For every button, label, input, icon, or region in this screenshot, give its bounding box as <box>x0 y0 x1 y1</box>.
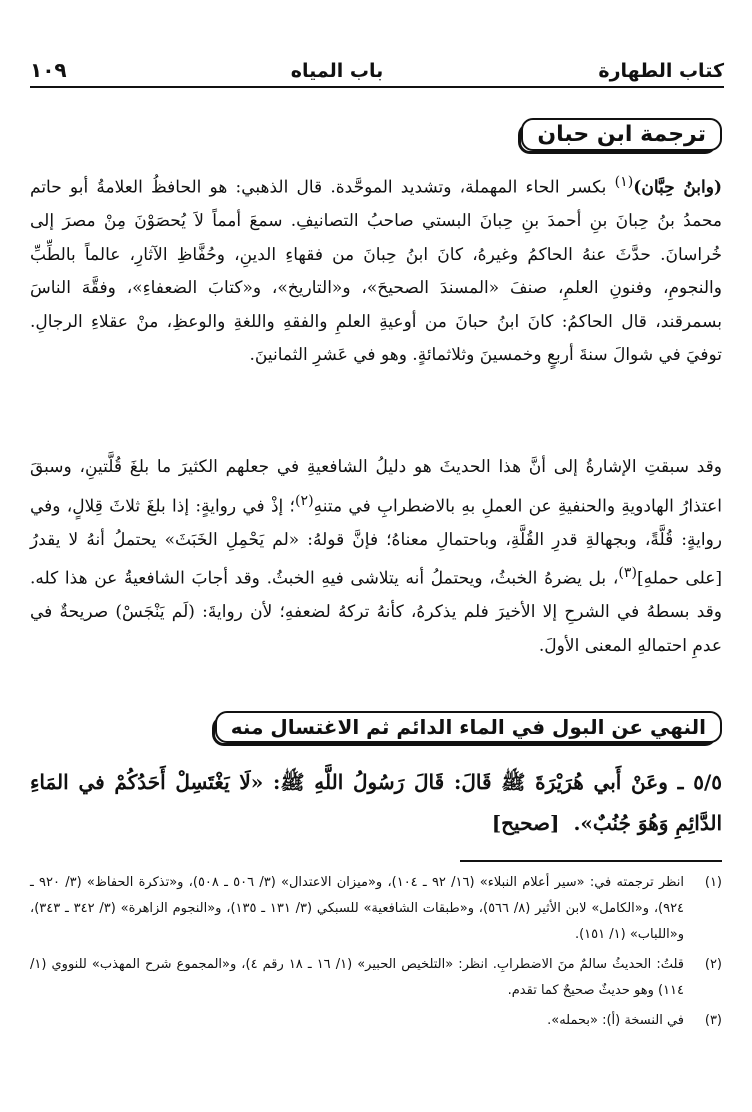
footnote-1 <box>30 870 722 948</box>
paragraph-lead: (وابنُ حِبَّان) <box>633 177 723 198</box>
section-title: باب المياه <box>290 60 384 82</box>
paragraph-body: بكسر الحاء المهملة، وتشديد الموحَّدة. قال الذهبي: هو الحافظُ العلامةُ أبو حاتم محمدُ بنُ حِبانَ بنِ أحمدَ بنِ حِبانَ البستي صاحبُ التصانيفِ. سمعَ أمماً لاَ يُحصَوْنَ مِنْ مصرَ إلى خُراسانَ. حدَّثَ عنهُ الحاكمُ وغيرهُ، كانَ ابنُ حِبانَ من فقهاءِ الدينِ، وحُفَّاظِ الآثارِ، عالماً بالطِّبِّ والنجومِ، وفنونِ العلمِ، صنفَ «المسندَ الصحيحَ»، و«التاريخ»، و«كتابَ الضعفاءِ»، وفقَّهَ الناسَ بسمرقند، قال الحاكمُ: كانَ ابنُ حبانَ من أوعيةِ العلمِ والفقهِ واللغةِ والوعظِ، منْ عقلاءِ الرجالِ. توفيَ في شوالَ سنةَ أربعٍ وخمسينَ وثلاثمائةٍ. وهو في عَشرِ الثمانينَ. <box>30 177 722 366</box>
footnote-ref-3[interactable]: (٣) <box>618 565 637 582</box>
footnote-number: (٣) <box>704 1013 722 1028</box>
footnote-divider <box>460 860 722 862</box>
footnote-text: في النسخة (أ): «بحمله». <box>547 1013 684 1028</box>
page-number: ١٠٩ <box>30 58 67 82</box>
footnote-number: (٢) <box>704 957 722 972</box>
hadith-grade: [صحيح] <box>491 811 560 835</box>
footnote-ref-1[interactable]: (١) <box>614 174 634 190</box>
footnote-text: انظر ترجمته في: «سير أعلام النبلاء» (١٦/ ٩٢ ـ ١٠٤)، و«ميزان الاعتدال» (٣/ ٥٠٦ ـ ٥٠٨)، و«تذكرة الحفاظ» (٣/ ٩٢٠ ـ ٩٢٤)، و«الكامل» لابن الأثير (٨/ ٥٦٦)، و«طبقات الشافعية» للسبكي (٣/ ١٣١ ـ ١٣٥)، و«النجوم الزاهرة» (٣/ ٣٤٢ ـ ٣٤٣)، و«اللباب» (١/ ١٥١). <box>30 875 685 942</box>
paragraph-biography <box>30 166 722 373</box>
chapter-title: كتاب الطهارة <box>598 60 724 82</box>
footnote-number: (١) <box>704 875 722 890</box>
paragraph-discussion <box>30 451 722 663</box>
heading-stagnant-water: النهي عن البول في الماء الدائم ثم الاغتسال منه <box>215 711 722 743</box>
footnote-3 <box>30 1008 722 1034</box>
paragraph-body-a: وقد سبقتِ الإشارةُ إلى أنَّ هذا الحديثَ هو دليلُ الشافعيةِ في جعلهم الكثيرَ ما بلغَ قُلَّتينِ، وسبقَ اعتذارُ الهادويةِ والحنفيةِ عن العملِ بهِ بالاضطرابِ في متنهِ <box>30 457 723 517</box>
paragraph-body-c: ، بل يضرهُ الخبثُ، ويحتملُ أنه يتلاشى فيهِ الخبثُ. وقد أجابَ الشافعيةُ عن هذا كله. وقد بسطهُ في الشرحِ إلا الأخيرَ فلم يذكرهُ، كأنهُ تركهُ لضعفهِ؛ لأن روايةَ: (لَم يَنْجَسْ) صريحةٌ في عدمِ احتمالهِ المعنى الأولَ. <box>30 568 722 656</box>
hadith-number: ٥/٥ <box>693 770 722 794</box>
footnote-text: قلتُ: الحديثُ سالمٌ منَ الاضطرابِ. انظر: «التلخيص الحبير» (١/ ١٦ ـ ١٨ رقم ٤)، و«المجموع شرح المهذب» للنووي (١/ ١١٤) وهو حديثٌ صحيحٌ كما تقدم. <box>30 957 684 998</box>
hadith-text <box>30 762 722 844</box>
paragraph-body-b: ؛ إذْ في روايةٍ: إذا بلغَ ثلاثَ قِلالٍ، وفي روايةٍ: قُلَّةً، وبجهالةِ قدرِ القُلَّةِ، وباحتمالِ معناهُ؛ فإنَّ قولهُ: «لم يَحْمِلِ الخَبَثَ» يحتملُ أنهُ لا يقدرُ [على حملهِ] <box>30 496 722 589</box>
footnote-ref-2[interactable]: (٢) <box>294 492 314 509</box>
hadith-body: ـ وعَنْ أَبي هُرَيْرَةَ ﷺ قَالَ: قَالَ رَسُولُ اللَّهِ ﷺ: «لَا يَغْتَسِلْ أَحَدُكُمْ في المَاءِ الدَّائِمِ وَهُوَ جُنُبٌ». <box>30 770 722 835</box>
footnote-2 <box>30 952 722 1004</box>
footnotes <box>30 870 722 1038</box>
running-header <box>30 52 724 88</box>
heading-ibn-hibban: ترجمة ابن حبان <box>521 118 722 151</box>
